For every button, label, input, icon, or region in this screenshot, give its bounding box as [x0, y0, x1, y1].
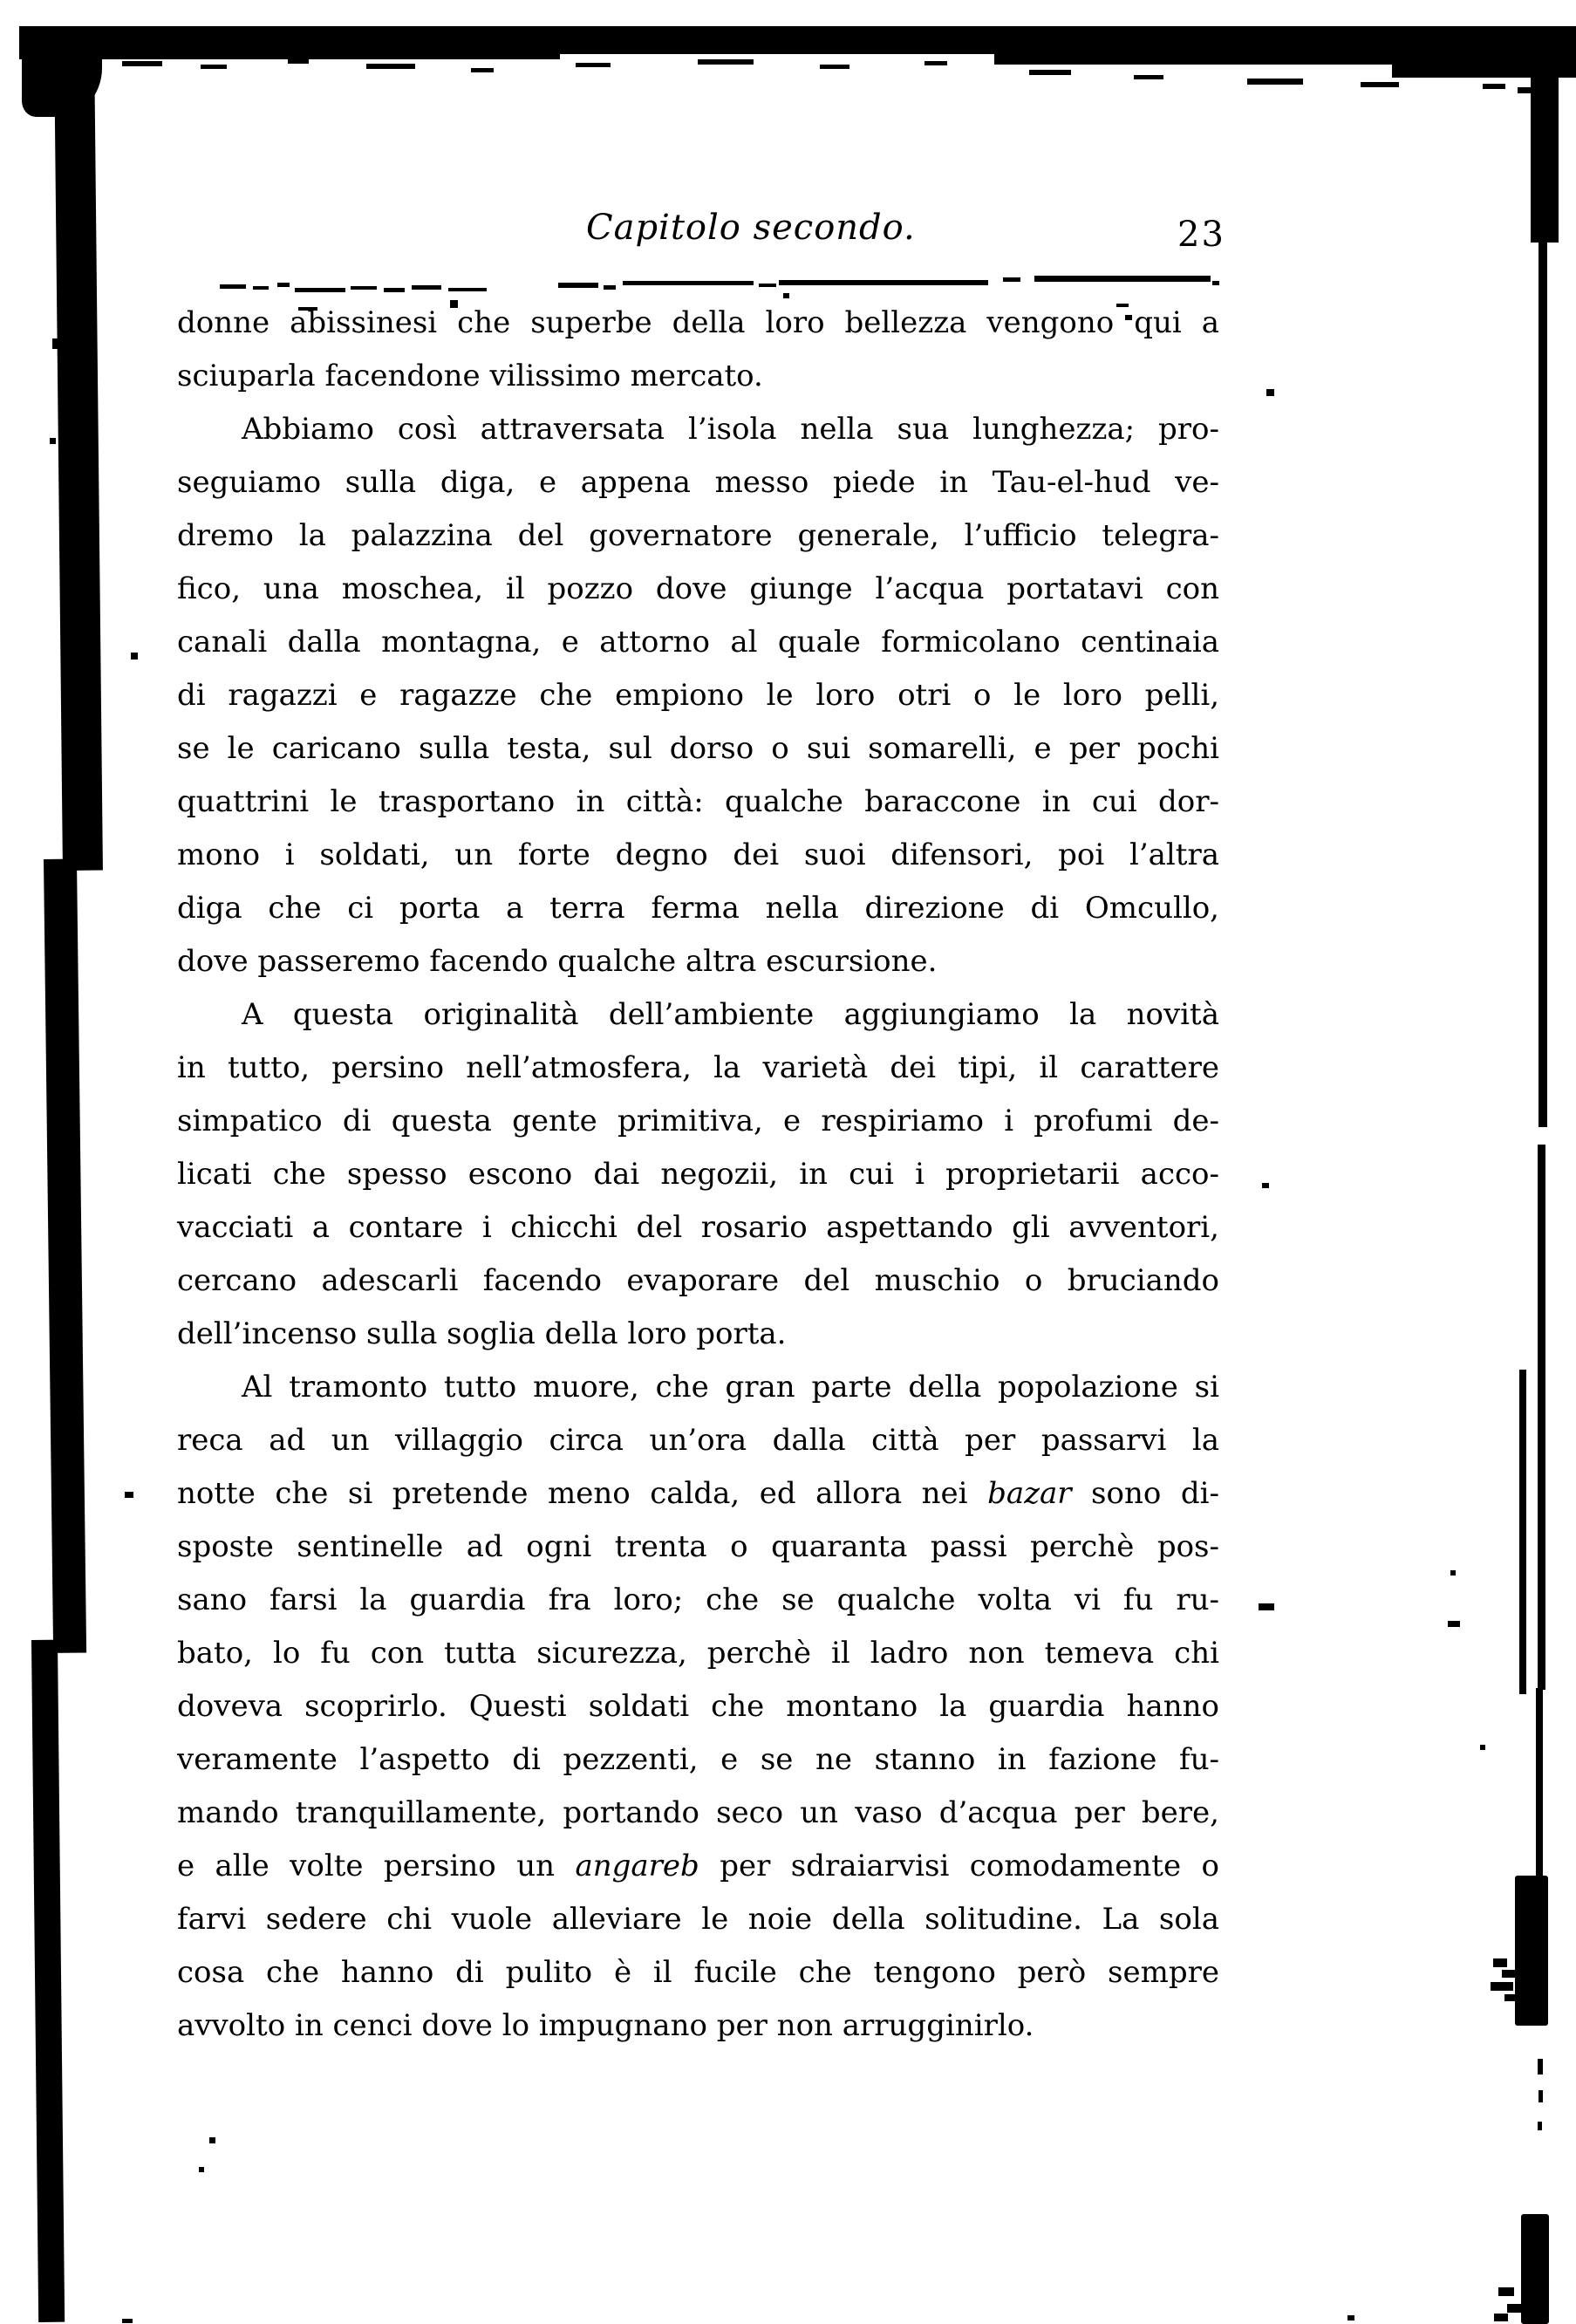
scan-artifact-right-line — [1538, 237, 1547, 1127]
scan-artifact-right-scribble — [1504, 1994, 1520, 2001]
scan-artifact-speck — [1480, 1745, 1485, 1750]
scan-artifact-top-band — [558, 44, 1012, 54]
text-line: bato, lo fu con tutta sicurezza, perchè il ladro non temeva chi — [177, 1636, 1219, 1671]
scan-artifact-top-dash — [1247, 79, 1303, 85]
header-rule-dash — [558, 283, 598, 288]
text-line: licati che spesso escono dai negozii, in cui i proprietarii acco- — [177, 1157, 1219, 1192]
scan-artifact-speck — [131, 653, 138, 660]
header-rule-dash — [448, 288, 487, 291]
scan-artifact-speck — [199, 2167, 204, 2172]
text-line: Abbiamo così attraversata l’isola nella sua lunghezza; pro- — [242, 412, 1219, 447]
text-line: se le caricano sulla testa, sul dorso o sui somarelli, e per pochi — [177, 731, 1219, 766]
text-line: quattrini le trasportano in città: qualche baraccone in cui dor- — [177, 784, 1219, 819]
scan-artifact-top-dash — [1518, 87, 1532, 93]
header-rule-dash — [412, 285, 441, 290]
text-line: canali dalla montagna, e attorno al quale formicolano centinaia — [177, 625, 1219, 660]
text-line: mono i soldati, un forte degno dei suoi difensori, poi l’altra — [177, 837, 1219, 872]
scan-artifact-speck — [1448, 1621, 1460, 1627]
text-line: in tutto, persino nell’atmosfera, la varietà dei tipi, il carattere — [177, 1050, 1219, 1085]
scan-artifact-speck — [1259, 1603, 1274, 1610]
text-line: di ragazzi e ragazze che empiono le loro otri o le loro pelli, — [177, 678, 1219, 713]
scan-artifact-top-dash — [1029, 70, 1071, 75]
scan-artifact-speck — [50, 438, 56, 444]
scan-artifact-right-scribble — [1493, 1958, 1507, 1967]
header-rule-dash — [351, 286, 377, 290]
header-rule-dash — [220, 284, 246, 289]
header-rule-dash — [779, 280, 988, 285]
scan-artifact-top-band — [1531, 29, 1559, 243]
text-line: cercano adescarli facendo evaporare del muschio o bruciando — [177, 1263, 1219, 1298]
header-rule-dash — [604, 285, 616, 290]
scan-artifact-top-dash — [1134, 75, 1163, 79]
header-rule-dash — [759, 284, 776, 287]
text-line: dell’incenso sulla soglia della loro porta. — [177, 1316, 787, 1351]
scan-artifact-top-dash — [924, 61, 947, 65]
header-rule-dash — [277, 283, 290, 287]
header-rule-dash — [1003, 277, 1020, 282]
scan-artifact-right-scribble — [1538, 2090, 1543, 2102]
text-line: mando tranquillamente, portando seco un vaso d’acqua per bere, — [177, 1795, 1219, 1830]
page-number: 23 — [1177, 215, 1225, 255]
scan-artifact-right-scribble — [1538, 2122, 1542, 2130]
scan-artifact-right-line — [1536, 1688, 1543, 1878]
header-rule-dash — [1034, 276, 1211, 282]
text-line: donne abissinesi che superbe della loro bellezza vengono qui a — [177, 305, 1219, 340]
header-rule-dash — [295, 288, 345, 292]
text-line: reca ad un villaggio circa un’ora dalla città per passarvi la — [177, 1423, 1219, 1458]
scan-artifact-speck — [1347, 2315, 1354, 2321]
scan-artifact-speck — [1266, 389, 1274, 396]
text-line: avvolto in cenci dove lo impugnano per non arrugginirlo. — [177, 2008, 1034, 2043]
text-line: vacciati a contare i chicchi del rosario aspettando gli avventori, — [177, 1210, 1219, 1245]
text-line: seguiamo sulla diga, e appena messo piede in Tau-el-hud ve- — [177, 465, 1219, 500]
text-line: doveva scoprirlo. Questi soldati che montano la guardia hanno — [177, 1689, 1219, 1724]
header-rule-dash — [384, 288, 405, 292]
scan-artifact-speck — [125, 1492, 133, 1498]
scan-artifact-top-dash — [576, 63, 611, 67]
scan-artifact-speck — [52, 338, 58, 349]
text-line: Al tramonto tutto muore, che gran parte della popolazione si — [242, 1370, 1219, 1405]
scan-artifact-left-bar — [54, 42, 103, 871]
text-line: notte che si pretende meno calda, ed allora nei bazar sono di- — [177, 1476, 1219, 1511]
text-line: dove passeremo facendo qualche altra escursione. — [177, 944, 938, 979]
scan-artifact-right-scribble — [1538, 2059, 1543, 2075]
scan-artifact-speck — [209, 2137, 215, 2143]
scan-artifact-right-scribble — [1502, 1970, 1519, 1978]
scan-artifact-left-bar — [44, 859, 86, 1653]
scan-artifact-speck — [1450, 1570, 1456, 1576]
text-line: simpatico di questa gente primitiva, e respiriamo i profumi de- — [177, 1104, 1219, 1138]
header-rule-dash — [253, 286, 269, 290]
scan-artifact-top-dash — [820, 65, 849, 69]
chapter-title: Capitolo secondo. — [586, 208, 916, 248]
text-line: sciuparla facendone vilissimo mercato. — [177, 359, 763, 393]
scan-artifact-right-line — [1519, 1370, 1526, 1694]
scan-artifact-right-scribble — [1498, 2287, 1514, 2296]
scan-artifact-right-blob — [1515, 1876, 1548, 2026]
text-line: farvi sedere chi vuole alleviare le noie della solitudine. La sola — [177, 1902, 1219, 1937]
scan-artifact-top-dash — [122, 61, 162, 66]
scan-artifact-top-dash — [1483, 84, 1505, 89]
scan-artifact-top-band — [994, 45, 1430, 65]
body-text — [177, 297, 1219, 2053]
text-line: A questa originalità dell’ambiente aggiungiamo la novità — [242, 997, 1219, 1032]
scan-artifact-top-dash — [288, 59, 309, 64]
text-line: fico, una moschea, il pozzo dove giunge l’acqua portatavi con — [177, 571, 1219, 606]
scan-artifact-top-dash — [201, 65, 227, 69]
text-line: cosa che hanno di pulito è il fucile che tengono però sempre — [177, 1955, 1219, 1990]
scan-artifact-right-scribble — [1491, 1982, 1513, 1991]
scan-artifact-speck — [1262, 1183, 1269, 1188]
text-line: e alle volte persino un angareb per sdraiarvisi comodamente o — [177, 1849, 1219, 1883]
scan-artifact-top-dash — [698, 59, 754, 65]
scan-artifact-top-dash — [1361, 82, 1399, 87]
scan-artifact-left-bar — [31, 1640, 65, 2322]
text-line: diga che ci porta a terra ferma nella direzione di Omcullo, — [177, 891, 1219, 926]
scan-artifact-speck — [122, 2319, 133, 2323]
header-rule-dash — [1212, 281, 1219, 285]
scan-artifact-top-dash — [366, 64, 415, 69]
scan-artifact-right-scribble — [1507, 2304, 1526, 2313]
scan-artifact-top-dash — [471, 68, 494, 72]
text-line: sposte sentinelle ad ogni trenta o quaranta passi perchè pos- — [177, 1529, 1219, 1564]
header-rule-dash — [623, 281, 754, 285]
text-line: dremo la palazzina del governatore generale, l’ufficio telegra- — [177, 518, 1219, 553]
text-line: veramente l’aspetto di pezzenti, e se ne stanno in fazione fu- — [177, 1742, 1219, 1777]
text-line: sano farsi la guardia fra loro; che se qualche volta vi fu ru- — [177, 1582, 1219, 1617]
scan-artifact-right-scribble — [1494, 2314, 1508, 2321]
scan-artifact-right-line — [1538, 1145, 1545, 1690]
